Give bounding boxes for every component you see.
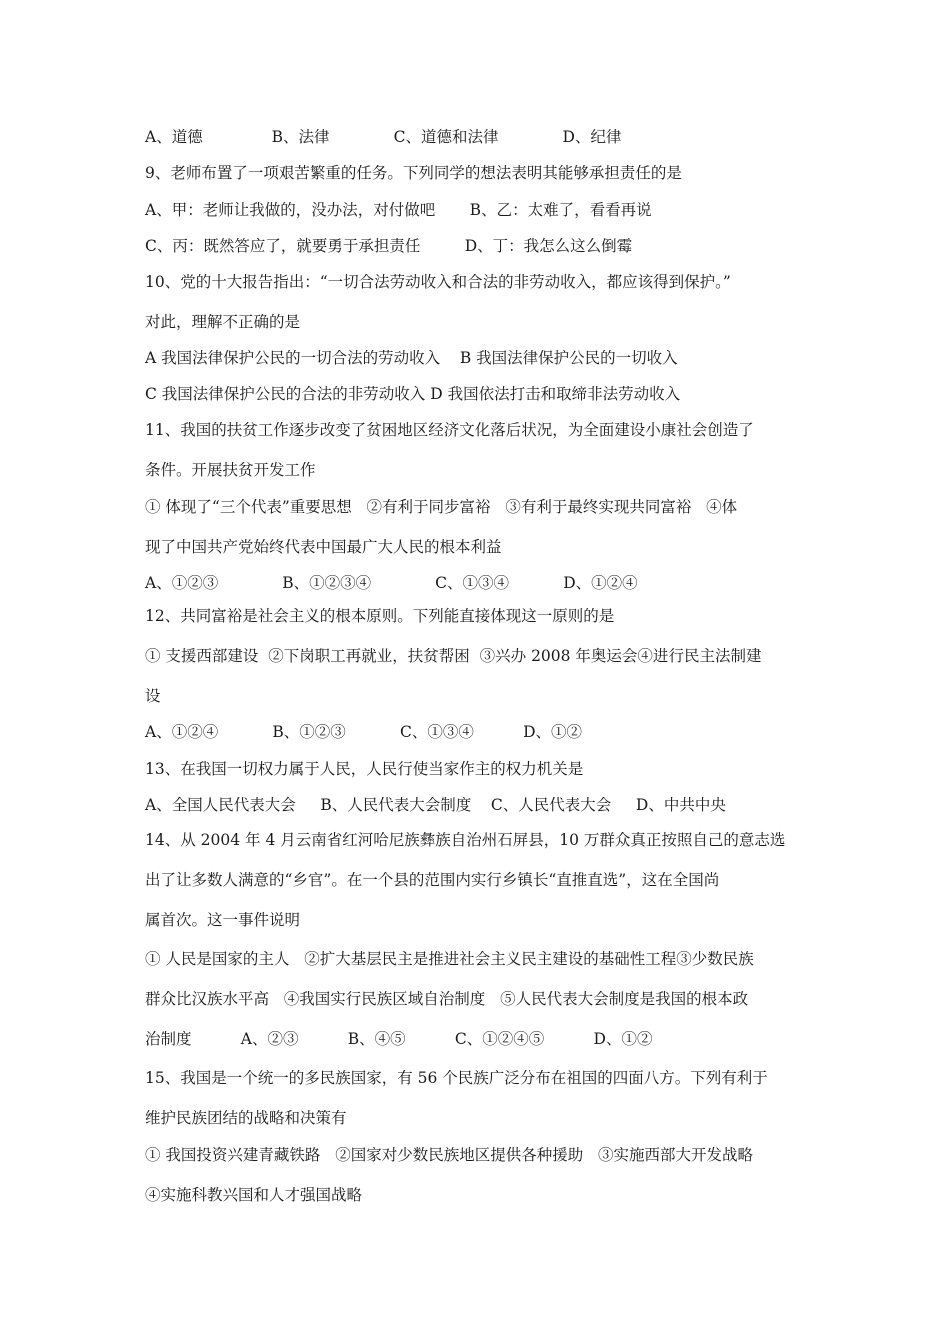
- question-line: 条件。开展扶贫开发工作: [145, 461, 316, 479]
- question-line: 10、党的十大报告指出：“一切合法劳动收入和合法的非劳动收入，都应该得到保护。”: [145, 273, 731, 291]
- statement-line: ④实施科教兴国和人才强国战略: [145, 1186, 363, 1204]
- statement-line: 现了中国共产党始终代表中国最广大人民的根本利益: [145, 538, 502, 556]
- question-line: 12、共同富裕是社会主义的根本原则。下列能直接体现这一原则的是: [145, 607, 615, 625]
- option-line: A、甲：老师让我做的，没办法，对付做吧 B、乙：太难了，看看再说: [145, 201, 652, 219]
- question-line: 14、从 2004 年 4 月云南省红河哈尼族彝族自治州石屏县，10 万群众真正按照自己的意志选: [145, 831, 786, 849]
- question-line: 11、我国的扶贫工作逐步改变了贫困地区经济文化落后状况，为全面建设小康社会创造了: [145, 421, 754, 439]
- option-line: C 我国法律保护公民的合法的非劳动收入 D 我国依法打击和取缔非法劳动收入: [145, 385, 681, 403]
- statement-line: ① 支援西部建设 ②下岗职工再就业，扶贫帮困 ③兴办 2008 年奥运会④进行民主法制建: [145, 647, 762, 665]
- statement-line: ① 人民是国家的主人 ②扩大基层民主是推进社会主义民主建设的基础性工程③少数民族: [145, 950, 754, 968]
- question-line: 9、老师布置了一项艰苦繁重的任务。下列同学的想法表明其能够承担责任的是: [145, 164, 682, 182]
- question-line: 出了让多数人满意的“乡官”。在一个县的范围内实行乡镇长“直推直选”，这在全国尚: [145, 871, 720, 889]
- option-line: A、①②③ B、①②③④ C、①③④ D、①②④: [145, 574, 638, 592]
- question-line: 属首次。这一事件说明: [145, 911, 301, 929]
- statement-line: 设: [145, 687, 161, 705]
- question-line: 对此，理解不正确的是: [145, 313, 301, 331]
- option-line: A、道德 B、法律 C、道德和法律 D、纪律: [145, 128, 622, 146]
- question-line: 15、我国是一个统一的多民族国家，有 56 个民族广泛分布在祖国的四面八方。下列有利于: [145, 1069, 768, 1087]
- option-line: A 我国法律保护公民的一切合法的劳动收入 B 我国法律保护公民的一切收入: [145, 349, 678, 367]
- option-line: A、①②④ B、①②③ C、①③④ D、①②: [145, 723, 583, 741]
- statement-line: ① 体现了“三个代表”重要思想 ②有利于同步富裕 ③有利于最终实现共同富裕 ④体: [145, 498, 738, 516]
- option-line: A、全国人民代表大会 B、人民代表大会制度 C、人民代表大会 D、中共中央: [145, 796, 726, 814]
- question-line: 13、在我国一切权力属于人民，人民行使当家作主的权力机关是: [145, 760, 584, 778]
- option-line: C、丙：既然答应了，就要勇于承担责任 D、丁：我怎么这么倒霉: [145, 237, 633, 255]
- option-line: 治制度 A、②③ B、④⑤ C、①②④⑤ D、①②: [145, 1030, 653, 1048]
- statement-line: 群众比汉族水平高 ④我国实行民族区域自治制度 ⑤人民代表大会制度是我国的根本政: [145, 990, 749, 1008]
- statement-line: ① 我国投资兴建青藏铁路 ②国家对少数民族地区提供各种援助 ③实施西部大开发战略: [145, 1146, 753, 1164]
- question-line: 维护民族团结的战略和决策有: [145, 1109, 347, 1127]
